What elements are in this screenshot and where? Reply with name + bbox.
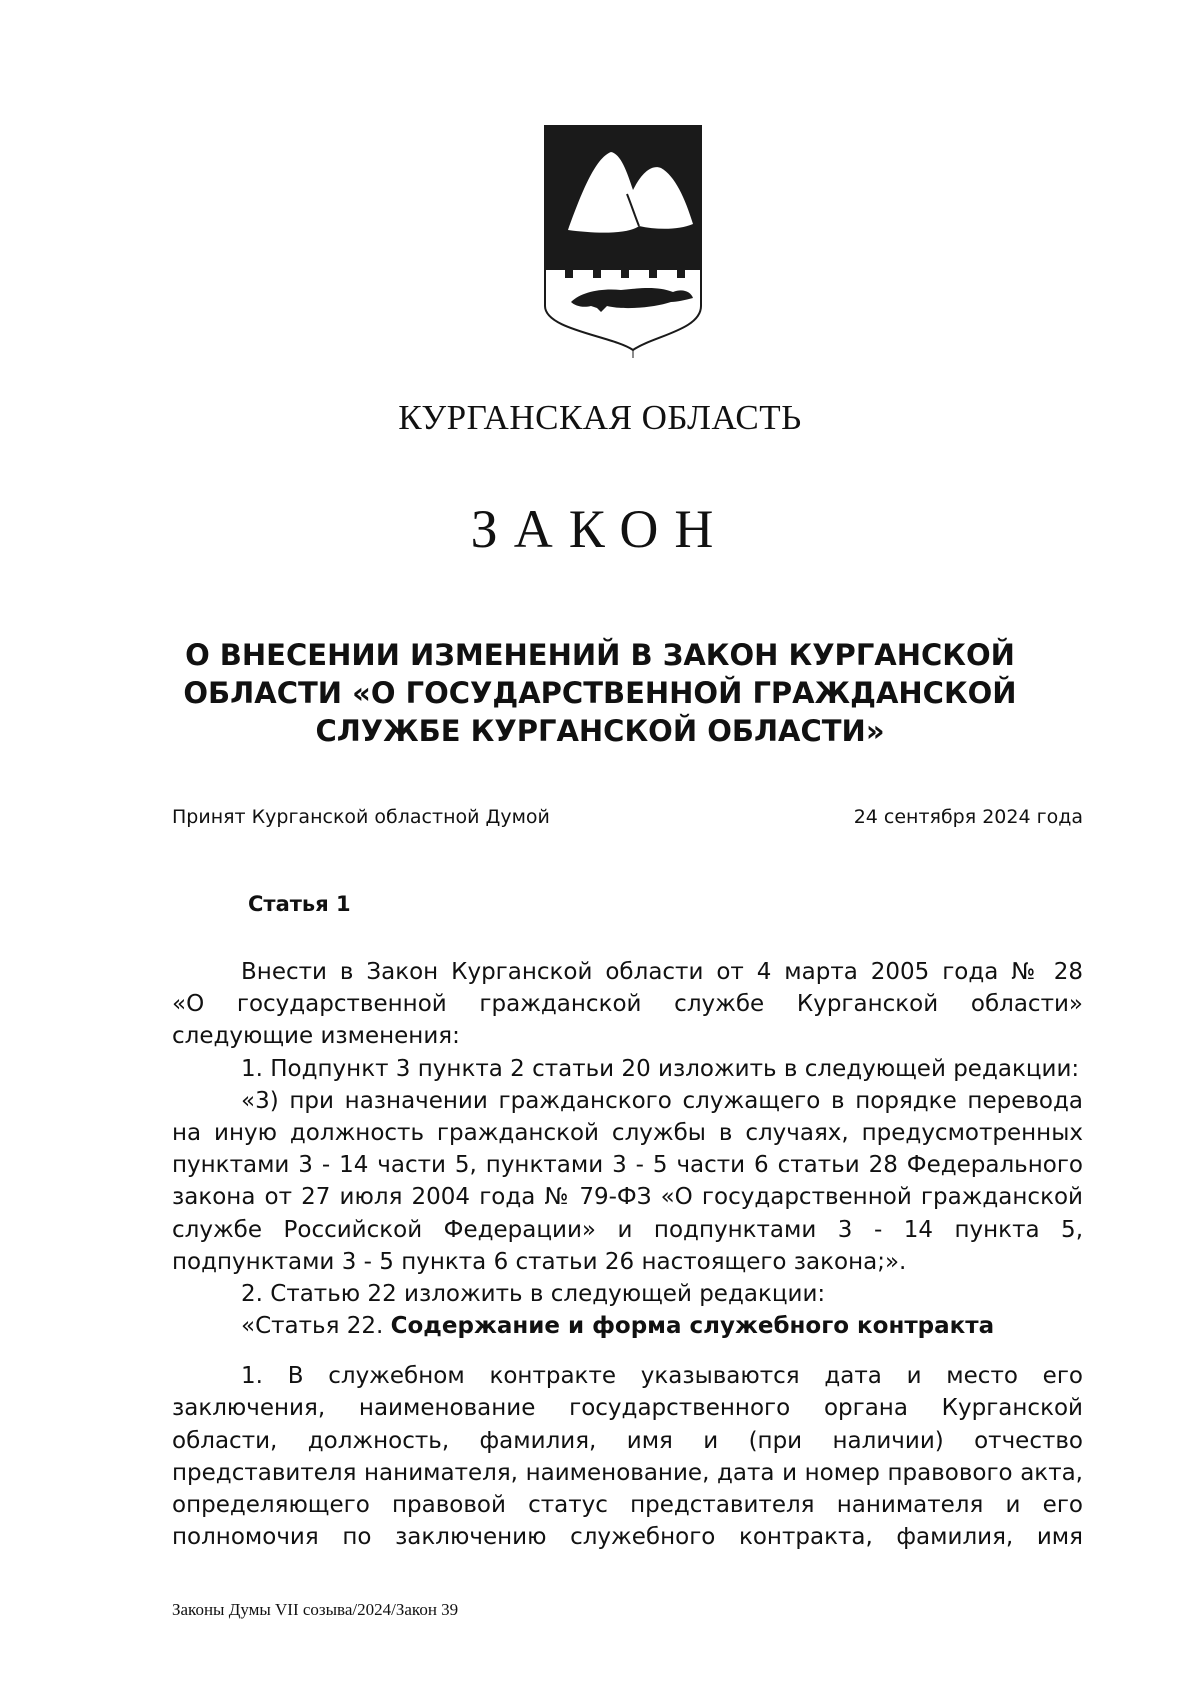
adoption-authority: Принят Курганской областной Думой bbox=[172, 806, 550, 828]
document-footer-reference: Законы Думы VII созыва/2024/Закон 39 bbox=[172, 1600, 459, 1619]
subject-line: О ВНЕСЕНИИ ИЗМЕНЕНИЙ В ЗАКОН КУРГАНСКОЙ bbox=[185, 638, 1015, 672]
quoted-article-title: Содержание и форма служебного контракта bbox=[390, 1313, 995, 1340]
article-body bbox=[172, 956, 1083, 1553]
paragraph-line: области, должность, фамилия, имя и (при наличии) отчество bbox=[172, 1427, 1083, 1454]
paragraph-line: 1. Подпункт 3 пункта 2 статьи 20 изложить в следующей редакции: bbox=[241, 1055, 1080, 1082]
paragraph-line: пунктами 3 - 14 части 5, пунктами 3 - 5 части 6 статьи 28 Федерального bbox=[172, 1152, 1083, 1179]
law-subject-heading bbox=[150, 636, 1050, 750]
paragraph-gap bbox=[172, 1342, 1083, 1360]
paragraph-line: 2. Статью 22 изложить в следующей редакции: bbox=[241, 1280, 826, 1307]
quoted-article-heading bbox=[172, 1310, 1083, 1342]
paragraph-line: 1. В служебном контракте указываются дата и место его bbox=[241, 1363, 1083, 1390]
coat-of-arms-emblem bbox=[541, 124, 727, 360]
paragraph-line: «О государственной гражданской службе Курганской области» bbox=[172, 991, 1083, 1018]
paragraph-line: заключения, наименование государственного органа Курганской bbox=[172, 1395, 1083, 1422]
paragraph-line: на иную должность гражданской службы в случаях, предусмотренных bbox=[172, 1119, 1083, 1146]
paragraph-line: закона от 27 июля 2004 года № 79-ФЗ «О государственной гражданской bbox=[172, 1184, 1083, 1211]
subject-line: ОБЛАСТИ «О ГОСУДАРСТВЕННОЙ ГРАЖДАНСКОЙ bbox=[183, 676, 1017, 710]
article-title: Статья 1 bbox=[248, 892, 351, 916]
paragraph-line: следующие изменения: bbox=[172, 1023, 460, 1050]
paragraph-line: полномочия по заключению служебного контракта, фамилия, имя bbox=[172, 1524, 1083, 1551]
paragraph-line: подпунктами 3 - 5 пункта 6 статьи 26 настоящего закона;». bbox=[172, 1248, 907, 1275]
paragraph-line: представителя нанимателя, наименование, дата и номер правового акта, bbox=[172, 1459, 1083, 1486]
quoted-article-prefix: «Статья 22. bbox=[241, 1313, 384, 1340]
subject-line: СЛУЖБЕ КУРГАНСКОЙ ОБЛАСТИ» bbox=[315, 714, 885, 748]
paragraph-line: службе Российской Федерации» и подпунктами 3 - 14 пункта 5, bbox=[172, 1216, 1083, 1243]
region-title: КУРГАНСКАЯ ОБЛАСТЬ bbox=[398, 398, 802, 437]
adoption-date: 24 сентября 2024 года bbox=[853, 806, 1083, 828]
paragraph-line: определяющего правовой статус представителя нанимателя и его bbox=[172, 1492, 1083, 1518]
document-type-title: ЗАКОН bbox=[470, 499, 730, 559]
paragraph-line: Внести в Закон Курганской области от 4 марта 2005 года № 28 bbox=[241, 959, 1083, 985]
paragraph-line: «3) при назначении гражданского служащего в порядке перевода bbox=[241, 1087, 1083, 1114]
